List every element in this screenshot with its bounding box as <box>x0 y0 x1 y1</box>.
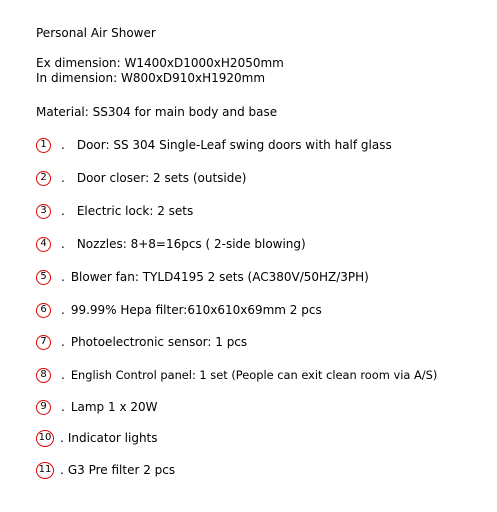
item-text: Indicator lights <box>67 431 158 445</box>
item-separator: . <box>61 270 65 284</box>
circled-number-6: 6 <box>36 303 51 318</box>
circled-number-8: 8 <box>36 368 51 383</box>
circled-number-11: 11 <box>36 462 54 479</box>
item-text: Door closer: 2 sets (outside) <box>76 171 247 185</box>
item-text: G3 Pre filter 2 pcs <box>67 463 176 477</box>
list-item <box>36 268 369 286</box>
circled-number-3: 3 <box>36 204 51 219</box>
list-item <box>36 235 306 253</box>
circled-number-4: 4 <box>36 237 51 252</box>
list-item <box>36 333 247 351</box>
circled-number-7: 7 <box>36 335 51 350</box>
list-item <box>36 202 193 220</box>
list-item <box>36 301 322 319</box>
item-separator: . <box>61 204 65 218</box>
material: Material: SS304 for main body and base <box>36 105 278 119</box>
item-separator: . <box>61 303 65 317</box>
item-separator: . <box>60 463 64 477</box>
list-item <box>36 398 158 416</box>
list-item <box>36 461 175 479</box>
document-title: Personal Air Shower <box>36 26 156 40</box>
item-separator: . <box>61 237 65 251</box>
item-separator: . <box>61 138 65 152</box>
circled-number-10: 10 <box>36 430 54 447</box>
item-text: Blower fan: TYLD4195 2 sets (AC380V/50HZ/3PH) <box>70 270 369 284</box>
item-text: 99.99% Hepa filter:610x610x69mm 2 pcs <box>70 303 322 317</box>
circled-number-2: 2 <box>36 171 51 186</box>
list-item <box>36 429 158 447</box>
item-separator: . <box>61 335 65 349</box>
circled-number-1: 1 <box>36 138 51 153</box>
circled-number-5: 5 <box>36 270 51 285</box>
item-text: Photoelectronic sensor: 1 pcs <box>70 335 248 349</box>
ex-dimension: Ex dimension: W1400xD1000xH2050mm <box>36 56 284 70</box>
item-separator: . <box>61 400 65 414</box>
item-separator: . <box>61 171 65 185</box>
item-text: English Control panel: 1 set (People can exit clean room via A/S) <box>70 368 438 382</box>
item-separator: . <box>60 431 64 445</box>
circled-number-9: 9 <box>36 400 51 415</box>
item-text: Nozzles: 8+8=16pcs ( 2-side blowing) <box>76 237 306 251</box>
item-text: Door: SS 304 Single-Leaf swing doors with half glass <box>76 138 392 152</box>
in-dimension: In dimension: W800xD910xH1920mm <box>36 71 266 85</box>
list-item <box>36 169 246 187</box>
list-item <box>36 136 392 154</box>
item-separator: . <box>61 368 65 382</box>
item-text: Lamp 1 x 20W <box>70 400 158 414</box>
list-item <box>36 366 437 384</box>
item-text: Electric lock: 2 sets <box>76 204 194 218</box>
